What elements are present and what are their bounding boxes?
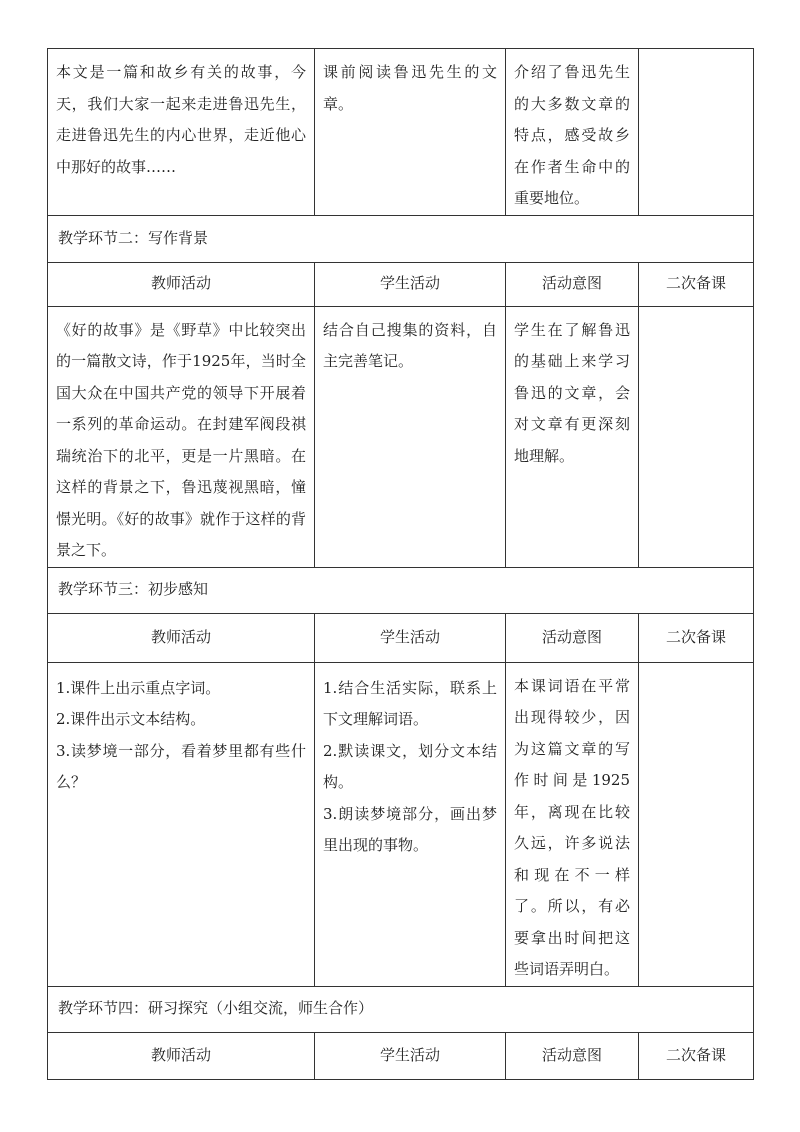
second-prep-cell: [639, 49, 754, 216]
header-intent: 活动意图: [506, 613, 639, 662]
intent-cell: [506, 49, 639, 216]
list-item: 3.朗读梦境部分，画出梦里出现的事物。: [323, 804, 497, 854]
header-student: 学生活动: [315, 613, 506, 662]
header-second: 二次备课: [639, 262, 754, 306]
table-row: [48, 306, 754, 567]
list-item: 1.课件上出示重点字词。: [56, 678, 221, 697]
header-teacher: 教师活动: [48, 613, 315, 662]
table-row: [48, 662, 754, 986]
lesson-plan-table: [47, 48, 754, 1080]
student-activity-list: [323, 663, 497, 862]
intent-cell: [506, 662, 639, 986]
header-intent: 活动意图: [506, 1032, 639, 1079]
header-row: [48, 262, 754, 306]
header-row: [48, 1032, 754, 1079]
teacher-activity-cell: [48, 49, 315, 216]
intent-text: 学生在了解鲁迅的基础上来学习鲁迅的文章，会对文章有更深刻地理解。: [514, 320, 630, 465]
header-intent: 活动意图: [506, 262, 639, 306]
section-title: 教学环节二：写作背景: [48, 215, 754, 262]
second-prep-cell: [639, 306, 754, 567]
student-activity-cell: [315, 49, 506, 216]
header-second: 二次备课: [639, 1032, 754, 1079]
student-activity-cell: [315, 662, 506, 986]
header-teacher: 教师活动: [48, 262, 315, 306]
list-item: 2.课件出示文本结构。: [56, 710, 206, 728]
header-student: 学生活动: [315, 262, 506, 306]
table-row: [48, 49, 754, 216]
section-title: 教学环节三：初步感知: [48, 567, 754, 613]
section-title-row: [48, 215, 754, 262]
section-title-row: [48, 986, 754, 1032]
header-row: [48, 613, 754, 662]
intent-text: 介绍了鲁迅先生的大多数文章的特点，感受故乡在作者生命中的重要地位。: [514, 63, 630, 207]
list-item: 3.读梦境一部分，看着梦里都有些什么？: [56, 741, 306, 791]
student-activity-text: 结合自己搜集的资料，自主完善笔记。: [323, 320, 497, 370]
section-title-row: [48, 567, 754, 613]
teacher-activity-list: [56, 663, 306, 799]
list-item: 1.结合生活实际，联系上下文理解词语。: [323, 678, 497, 728]
student-activity-text: 课前阅读鲁迅先生的文章。: [323, 63, 497, 113]
list-item: 2.默读课文，划分文本结构。: [323, 741, 497, 791]
intent-cell: [506, 306, 639, 567]
student-activity-cell: [315, 306, 506, 567]
second-prep-cell: [639, 662, 754, 986]
section-title: 教学环节四：研习探究（小组交流，师生合作）: [48, 986, 754, 1032]
teacher-activity-text: 本文是一篇和故乡有关的故事，今天，我们大家一起来走进鲁迅先生，走进鲁迅先生的内心世界，走近他心中那好的故事……: [56, 63, 306, 176]
teacher-activity-cell: [48, 306, 315, 567]
header-student: 学生活动: [315, 1032, 506, 1079]
intent-text: 本课词语在平常出现得较少，因为这篇文章的写作时间是1925年，离现在比较久远，许多说法和现在不一样了。所以，有必要拿出时间把这些词语弄明白。: [514, 676, 630, 978]
header-teacher: 教师活动: [48, 1032, 315, 1079]
header-second: 二次备课: [639, 613, 754, 662]
teacher-activity-cell: [48, 662, 315, 986]
teacher-activity-text: 《好的故事》是《野草》中比较突出的一篇散文诗，作于1925年，当时全国大众在中国共产党的领导下开展着一系列的革命运动。在封建军阀段祺瑞统治下的北平，更是一片黑暗。在这样的背景之下，鲁迅蔑视黑暗，憧憬光明。《好的故事》就作于这样的背景之下。: [56, 320, 306, 559]
